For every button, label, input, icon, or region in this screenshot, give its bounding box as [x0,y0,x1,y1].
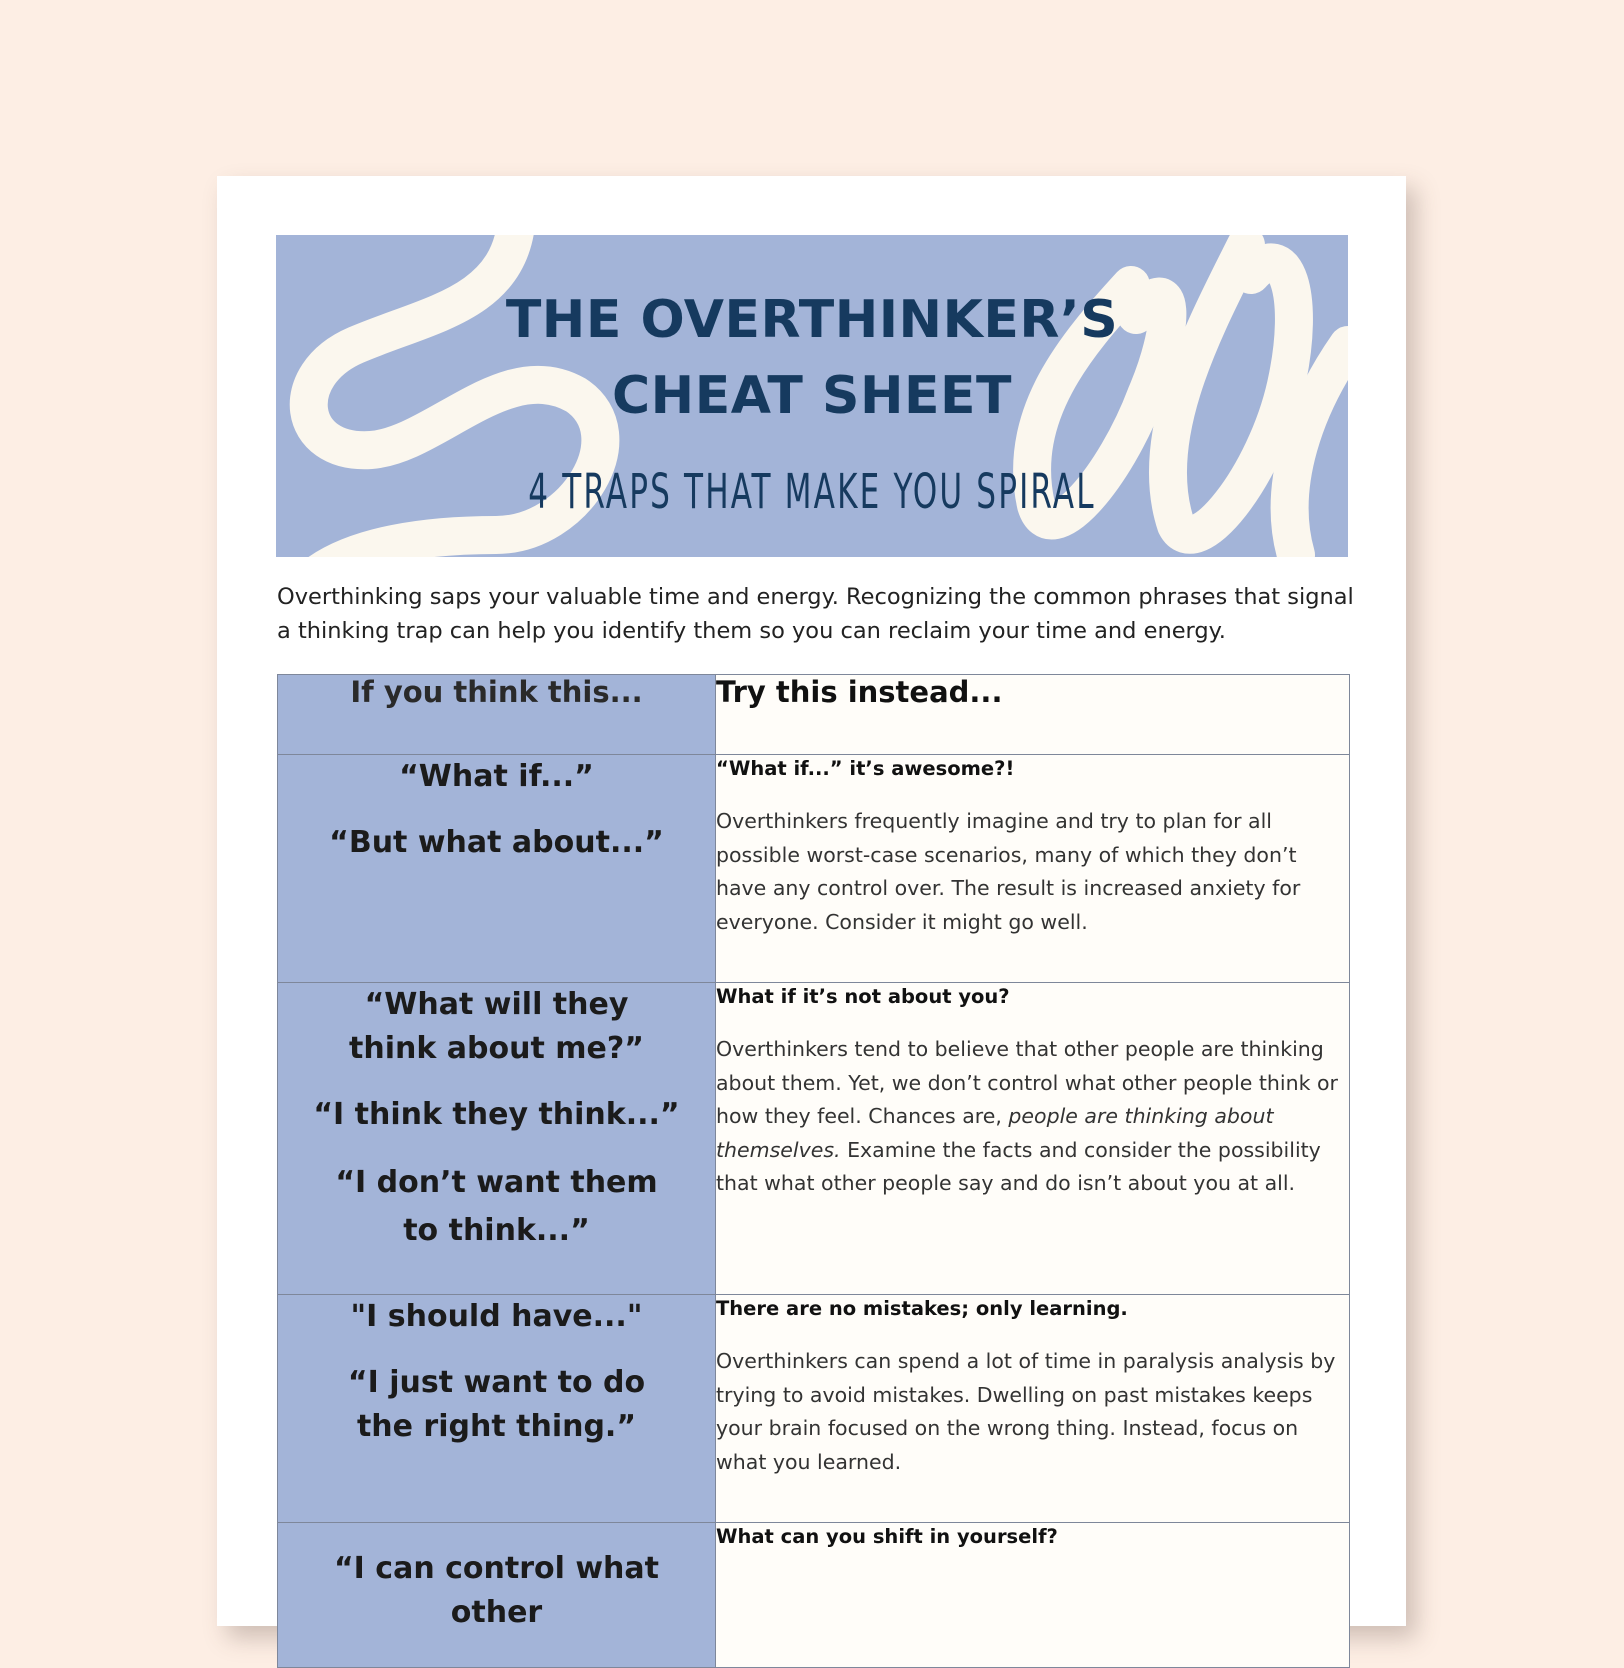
trap-phrase: “I don’t want them to think...” [335,1165,658,1248]
trap-phrase: “I can control what other [333,1551,660,1630]
title-line-1: THE OVERTHINKER’S [505,290,1119,350]
table-row [278,983,1350,1295]
advice-title: What if it’s not about you? [716,985,1010,1008]
advice-title: “What if...” it’s awesome?! [716,757,1015,780]
title-line-2: CHEAT SHEET [612,366,1012,426]
trap-phrases-cell [278,755,716,983]
table-row [278,1295,1350,1523]
advice-cell [716,1295,1350,1523]
thinking-traps-table [277,674,1350,1668]
trap-phrases-cell [278,1295,716,1523]
advice-body-emphasis: people are thinking about themselves. [716,1104,1274,1162]
advice-body-start: Overthinkers tend to believe that other people are thinking about them. Yet, we don’t control what other people think or how they feel. Chances are, [716,1037,1338,1128]
table-header-row [278,675,1350,755]
advice-body-end: Examine the facts and consider the possibility that what other people say and do isn’t about you at all. [716,1137,1321,1195]
advice-cell [716,755,1350,983]
advice-title: What can you shift in yourself? [716,1525,1058,1548]
trap-phrase: “I just want to do the right thing.” [347,1365,646,1444]
right-column-header: Try this instead... [716,675,1350,755]
advice-title: There are no mistakes; only learning. [716,1297,1128,1320]
trap-phrase: “But what about...” [329,825,664,860]
advice-cell [716,1523,1350,1668]
banner-subtitle: 4 TRAPS THAT MAKE YOU SPIRAL [528,464,1096,520]
advice-cell [716,983,1350,1295]
advice-body [716,1033,1349,1201]
cheat-sheet-page [217,176,1406,1630]
trap-phrase: “What if...” [399,759,594,794]
trap-phrase: "I should have..." [350,1299,643,1334]
intro-paragraph: Overthinking saps your valuable time and energy. Recognizing the common phrases that signal a thinking trap can help you identify them so you can reclaim your time and energy. [277,584,1354,644]
left-column-header: If you think this... [278,675,716,755]
table-row [278,755,1350,983]
trap-phrases-cell [278,983,716,1295]
trap-phrases-cell [278,1523,716,1668]
trap-phrase: “I think they think...” [313,1097,680,1132]
trap-phrase: “What will they think about me?” [349,987,644,1066]
table-row [278,1523,1350,1668]
advice-body: Overthinkers can spend a lot of time in paralysis analysis by trying to avoid mistakes. Dwelling on past mistakes keeps your brain focused on the wrong thing. Instead, focus on what you learned. [716,1349,1336,1474]
advice-body: Overthinkers frequently imagine and try to plan for all possible worst-case scenarios, many of which they don’t have any control over. The result is increased anxiety for everyone. Consider it might go well. [716,809,1301,934]
